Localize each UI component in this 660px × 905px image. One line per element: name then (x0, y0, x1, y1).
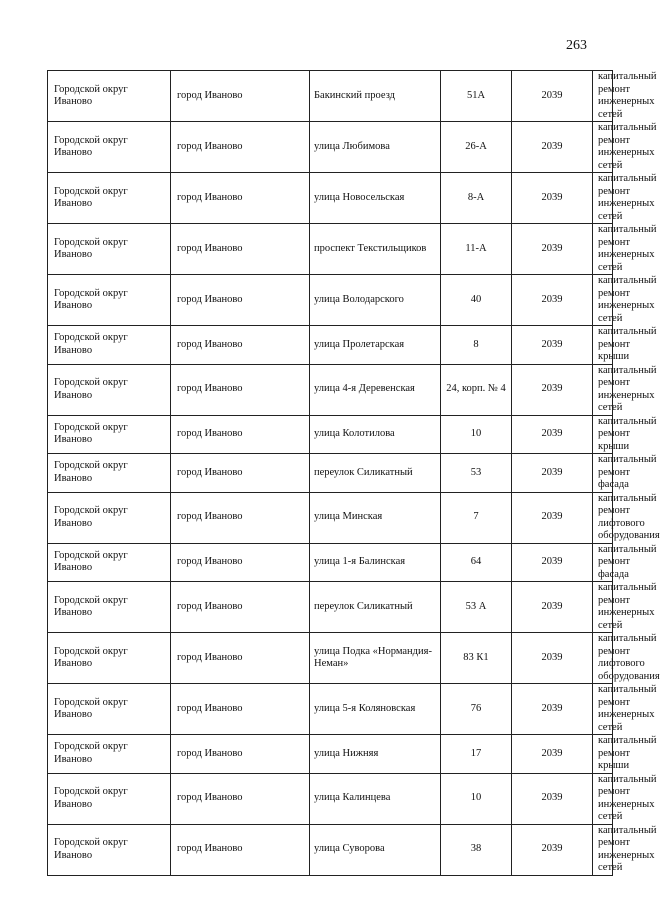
street-cell: улица Любимова (310, 122, 441, 173)
house-cell: 83 К1 (441, 633, 512, 684)
city-cell: город Иваново (171, 824, 310, 875)
house-cell: 8-А (441, 173, 512, 224)
year-cell: 2039 (512, 735, 593, 774)
work-type-cell: капитальный ремонт крыши (593, 326, 613, 365)
table-row (48, 492, 613, 543)
district-cell: Городской округ Иваново (48, 275, 171, 326)
page-number: 263 (566, 38, 587, 53)
city-cell: город Иваново (171, 543, 310, 582)
street-cell: улица Суворова (310, 824, 441, 875)
table-row (48, 582, 613, 633)
table-row (48, 735, 613, 774)
year-cell: 2039 (512, 71, 593, 122)
house-cell: 7 (441, 492, 512, 543)
work-type-cell: капитальный ремонт инженерных сетей (593, 173, 613, 224)
table-row (48, 122, 613, 173)
year-cell: 2039 (512, 492, 593, 543)
year-cell: 2039 (512, 415, 593, 454)
city-cell: город Иваново (171, 735, 310, 774)
work-type-cell: капитальный ремонт инженерных сетей (593, 71, 613, 122)
house-cell: 10 (441, 415, 512, 454)
street-cell: улица Володарского (310, 275, 441, 326)
housing-repair-table (47, 70, 660, 876)
table-row (48, 773, 613, 824)
city-cell: город Иваново (171, 224, 310, 275)
work-type-cell: капитальный ремонт инженерных сетей (593, 684, 613, 735)
year-cell: 2039 (512, 122, 593, 173)
street-cell: улица Подка «Нормандия-Неман» (310, 633, 441, 684)
city-cell: город Иваново (171, 454, 310, 493)
district-cell: Городской округ Иваново (48, 543, 171, 582)
year-cell: 2039 (512, 454, 593, 493)
year-cell: 2039 (512, 275, 593, 326)
city-cell: город Иваново (171, 773, 310, 824)
table-row (48, 71, 613, 122)
year-cell: 2039 (512, 824, 593, 875)
work-type-cell: капитальный ремонт инженерных сетей (593, 275, 613, 326)
city-cell: город Иваново (171, 364, 310, 415)
street-cell: улица Новосельская (310, 173, 441, 224)
year-cell: 2039 (512, 684, 593, 735)
street-cell: улица 4-я Деревенская (310, 364, 441, 415)
city-cell: город Иваново (171, 684, 310, 735)
street-cell: улица Минская (310, 492, 441, 543)
city-cell: город Иваново (171, 122, 310, 173)
work-type-cell: капитальный ремонт инженерных сетей (593, 824, 613, 875)
year-cell: 2039 (512, 364, 593, 415)
year-cell: 2039 (512, 633, 593, 684)
work-type-cell: капитальный ремонт инженерных сетей (593, 582, 613, 633)
work-type-cell: капитальный ремонт крыши (593, 735, 613, 774)
table-row (48, 824, 613, 875)
city-cell: город Иваново (171, 415, 310, 454)
house-cell: 53 А (441, 582, 512, 633)
house-cell: 38 (441, 824, 512, 875)
district-cell: Городской округ Иваново (48, 582, 171, 633)
street-cell: переулок Силикатный (310, 454, 441, 493)
house-cell: 11-А (441, 224, 512, 275)
district-cell: Городской округ Иваново (48, 224, 171, 275)
work-type-cell: капитальный ремонт инженерных сетей (593, 773, 613, 824)
table-body (48, 71, 660, 876)
house-cell: 10 (441, 773, 512, 824)
street-cell: улица 5-я Коляновская (310, 684, 441, 735)
year-cell: 2039 (512, 173, 593, 224)
house-cell: 64 (441, 543, 512, 582)
work-type-cell: капитальный ремонт лифтового оборудования (593, 633, 613, 684)
city-cell: город Иваново (171, 492, 310, 543)
house-cell: 24, корп. № 4 (441, 364, 512, 415)
table-row (48, 275, 613, 326)
city-cell: город Иваново (171, 326, 310, 365)
table-row (48, 454, 613, 493)
street-cell: улица Калинцева (310, 773, 441, 824)
city-cell: город Иваново (171, 173, 310, 224)
work-type-cell: капитальный ремонт инженерных сетей (593, 224, 613, 275)
street-cell: проспект Текстильщиков (310, 224, 441, 275)
district-cell: Городской округ Иваново (48, 122, 171, 173)
year-cell: 2039 (512, 224, 593, 275)
street-cell: улица 1-я Балинская (310, 543, 441, 582)
year-cell: 2039 (512, 773, 593, 824)
table-row (48, 364, 613, 415)
table-row (48, 326, 613, 365)
district-cell: Городской округ Иваново (48, 735, 171, 774)
street-cell: улица Колотилова (310, 415, 441, 454)
house-cell: 40 (441, 275, 512, 326)
table-row (48, 415, 613, 454)
district-cell: Городской округ Иваново (48, 824, 171, 875)
house-cell: 17 (441, 735, 512, 774)
table-row (48, 633, 613, 684)
work-type-cell: капитальный ремонт инженерных сетей (593, 122, 613, 173)
district-cell: Городской округ Иваново (48, 173, 171, 224)
table-row (48, 224, 613, 275)
city-cell: город Иваново (171, 633, 310, 684)
table-row (48, 173, 613, 224)
district-cell: Городской округ Иваново (48, 492, 171, 543)
district-cell: Городской округ Иваново (48, 454, 171, 493)
year-cell: 2039 (512, 326, 593, 365)
district-cell: Городской округ Иваново (48, 415, 171, 454)
district-cell: Городской округ Иваново (48, 364, 171, 415)
district-cell: Городской округ Иваново (48, 684, 171, 735)
house-cell: 8 (441, 326, 512, 365)
table-row (48, 543, 613, 582)
year-cell: 2039 (512, 582, 593, 633)
house-cell: 53 (441, 454, 512, 493)
work-type-cell: капитальный ремонт фасада (593, 454, 613, 493)
city-cell: город Иваново (171, 275, 310, 326)
house-cell: 76 (441, 684, 512, 735)
house-cell: 26-А (441, 122, 512, 173)
district-cell: Городской округ Иваново (48, 773, 171, 824)
year-cell: 2039 (512, 543, 593, 582)
table-row (48, 684, 613, 735)
street-cell: улица Нижняя (310, 735, 441, 774)
street-cell: улица Пролетарская (310, 326, 441, 365)
work-type-cell: капитальный ремонт лифтового оборудования (593, 492, 613, 543)
city-cell: город Иваново (171, 582, 310, 633)
district-cell: Городской округ Иваново (48, 326, 171, 365)
house-cell: 51А (441, 71, 512, 122)
street-cell: переулок Силикатный (310, 582, 441, 633)
work-type-cell: капитальный ремонт фасада (593, 543, 613, 582)
street-cell: Бакинский проезд (310, 71, 441, 122)
work-type-cell: капитальный ремонт инженерных сетей (593, 364, 613, 415)
district-cell: Городской округ Иваново (48, 633, 171, 684)
work-type-cell: капитальный ремонт крыши (593, 415, 613, 454)
district-cell: Городской округ Иваново (48, 71, 171, 122)
city-cell: город Иваново (171, 71, 310, 122)
